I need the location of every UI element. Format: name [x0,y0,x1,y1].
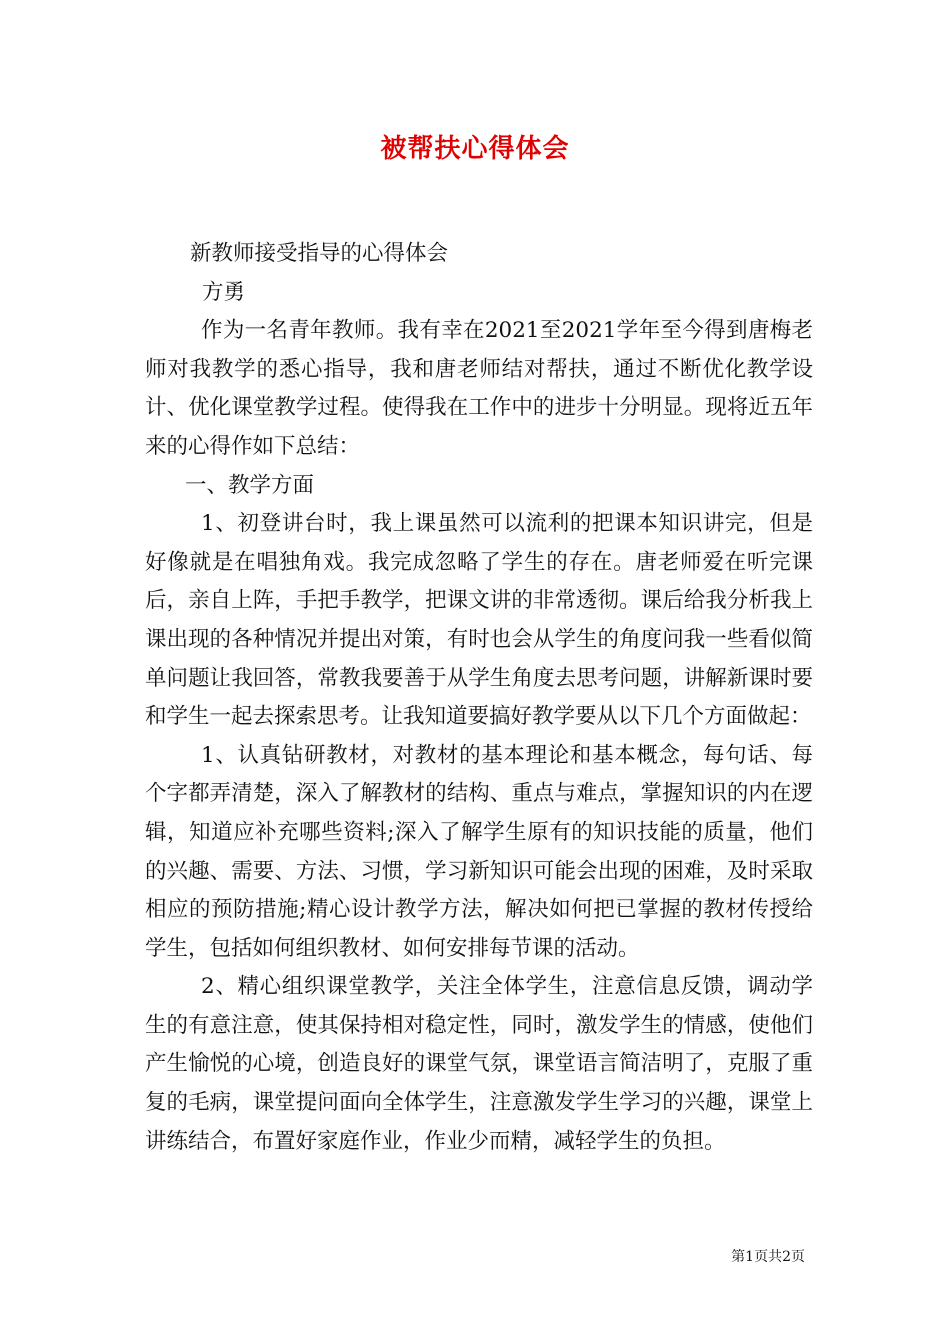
document-body [145,235,813,1161]
document-author: 方勇 [202,279,246,305]
document-subtitle: 新教师接受指导的心得体会 [190,241,449,266]
document-title: 被帮扶心得体会 [380,134,570,164]
section-heading-teaching: 一、教学方面 [185,472,315,498]
page-number-footer: 第1页共2页 [731,1249,805,1265]
paragraph-study-materials: 1、认真钻研教材，对教材的基本理论和基本概念，每句话、每个字都弄清楚，深入了解教材的结构、重点与难点，掌握知识的内在逻辑，知道应补充哪些资料;深入了解学生原有的知识技能的质量，他们的兴趣、需要、方法、习惯，学习新知识可能会出现的困难，及时采取相应的预防措施;精心设计教学方法，解决如何把已掌握的教材传授给学生，包括如何组织教材、如何安排每节课的活动。 [145,742,813,961]
paragraph-classroom-organization: 2、精心组织课堂教学，关注全体学生，注意信息反馈，调动学生的有意注意，使其保持相对稳定性，同时，激发学生的情感，使他们产生愉悦的心境，创造良好的课堂气氛，课堂语言简洁明了，克服了重复的毛病，课堂提问面向全体学生，注意激发学生学习的兴趣，课堂上讲练结合，布置好家庭作业，作业少而精，减轻学生的负担。 [145,974,813,1154]
paragraph-intro: 作为一名青年教师。我有幸在2021至2021学年至今得到唐梅老师对我教学的悉心指导，我和唐老师结对帮扶，通过不断优化教学设计、优化课堂教学过程。使得我在工作中的进步十分明显。现将近五年来的心得作如下总结： [145,318,813,459]
paragraph-first-lecture: 1、初登讲台时，我上课虽然可以流利的把课本知识讲完，但是好像就是在唱独角戏。我完成忽略了学生的存在。唐老师爱在听完课后，亲自上阵，手把手教学，把课文讲的非常透彻。课后给我分析我上课出现的各种情况并提出对策，有时也会从学生的角度问我一些看似简单问题让我回答，常教我要善于从学生角度去思考问题，讲解新课时要和学生一起去探索思考。让我知道要搞好教学要从以下几个方面做起： [145,511,813,730]
